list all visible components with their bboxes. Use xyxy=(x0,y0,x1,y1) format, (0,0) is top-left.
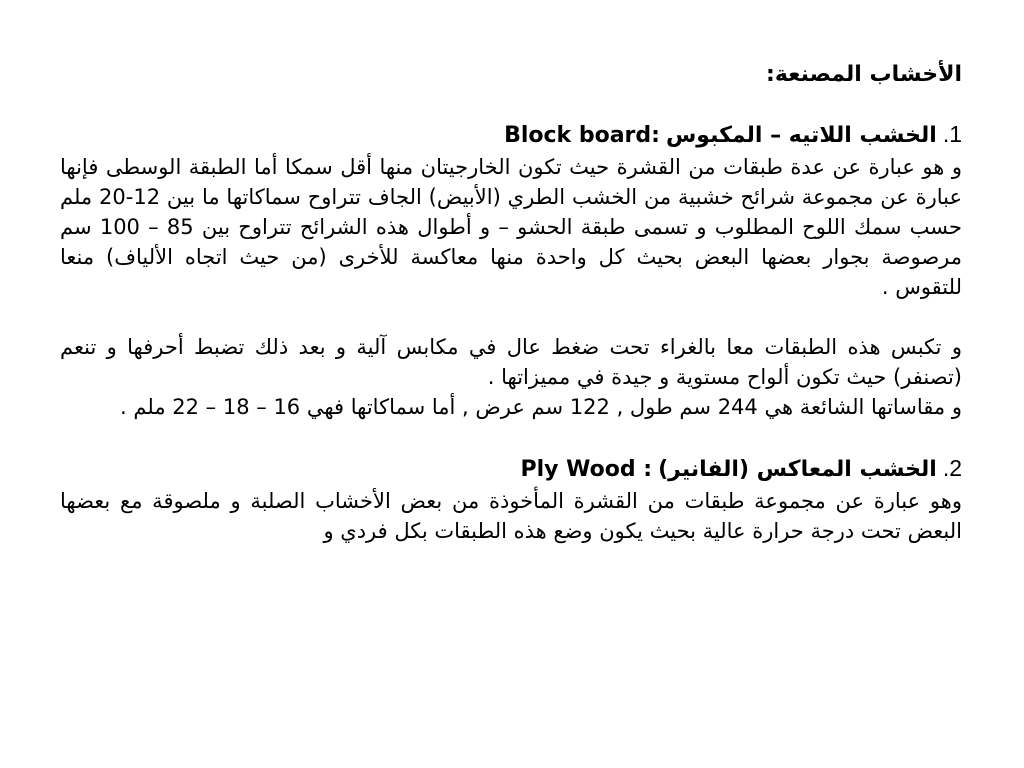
section-2-title-arabic: الخشب المعاكس (الفانير) xyxy=(658,457,937,482)
section-2-number: 2. xyxy=(942,455,962,481)
page-title: الأخشاب المصنعة: xyxy=(766,62,962,87)
section-2-title-english: Ply Wood : xyxy=(520,457,653,482)
section-1-title-english: Block board: xyxy=(504,123,660,148)
spacer xyxy=(60,302,962,332)
section-1-title xyxy=(60,118,962,152)
section-1-number: 1. xyxy=(942,121,962,147)
section-2-paragraph-1: وهو عبارة عن مجموعة طبقات من القشرة المأخوذة من بعض الأخشاب الصلبة و ملصوقة مع بعضها البعض تحت درجة حرارة عالية بحيث يكون وضع هذه الطبقات بكل فردي و xyxy=(60,489,962,543)
section-1-paragraph-2: و تكبس هذه الطبقات معا بالغراء تحت ضغط عال في مكابس آلية و بعد ذلك تضبط أحرفها و تنعم (تصنفر) حيث تكون ألواح مستوية و جيدة في مميزاتها . xyxy=(60,335,962,389)
section-2-title xyxy=(60,452,962,486)
slide-content xyxy=(60,58,962,546)
section-1-paragraph-1: و هو عبارة عن عدة طبقات من القشرة حيث تكون الخارجيتان منها أقل سمكا أما الطبقة الوسطى فإنها عبارة عن مجموعة شرائح خشبية من الخشب الطري (الأبيض) الجاف تتراوح سماكاتها ما بين 12-20 ملم حسب سمك اللوح المطلوب و تسمى طبقة الحشو – و أطوال هذه الشرائح تتراوح بين 85 – 100 سم مرصوصة بجوار بعضها البعض بحيث كل واحدة منها معاكسة للأخرى (من حيث اتجاه الألياف) منعا للتقوس . xyxy=(60,155,962,299)
spacer xyxy=(60,422,962,452)
section-1-paragraph-3: و مقاساتها الشائعة هي 244 سم طول , 122 سم عرض , أما سماكاتها فهي 16 – 18 – 22 ملم . xyxy=(120,395,962,419)
section-1-title-arabic: الخشب اللاتيه – المكبوس xyxy=(665,123,937,148)
